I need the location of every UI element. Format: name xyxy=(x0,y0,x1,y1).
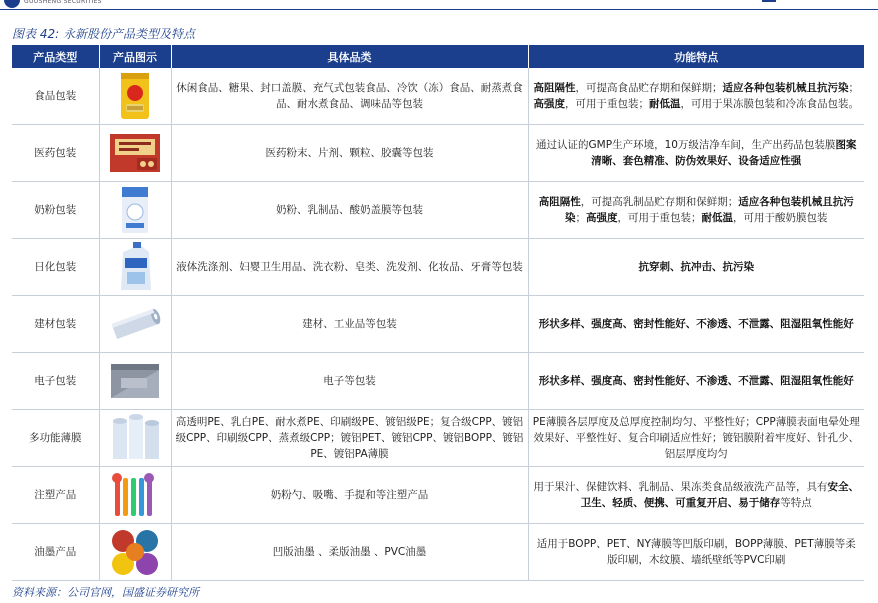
feature-text: ，可提高食品贮存期和保鲜期； xyxy=(575,82,723,94)
feature-text: 等特点 xyxy=(780,497,812,509)
antistatic-bag-icon xyxy=(107,356,163,406)
detergent-pouch-icon xyxy=(107,242,163,292)
table-row xyxy=(12,68,864,125)
feature-highlight: 形状多样、强度高、密封性能好、不渗透、不泄露、阻湿阻氧性能好 xyxy=(538,318,854,330)
features-cell xyxy=(528,353,864,410)
product-image-cell xyxy=(99,182,171,239)
corner-mark xyxy=(762,0,776,2)
categories-cell: 电子等包装 xyxy=(171,353,528,410)
product-image-cell xyxy=(99,410,171,467)
table-row xyxy=(12,353,864,410)
feature-highlight: 耐低温 xyxy=(649,98,681,110)
logo-icon xyxy=(4,0,20,8)
categories-cell: 凹版油墨 、柔版油墨 、PVC油墨 xyxy=(171,524,528,581)
feature-highlight: 抗穿刺、抗冲击、抗污染 xyxy=(638,261,754,273)
source-note: 资料来源：公司官网，国盛证券研究所 xyxy=(12,586,199,599)
features-cell xyxy=(528,125,864,182)
header-features: 功能特点 xyxy=(528,45,864,68)
table-row xyxy=(12,296,864,353)
feature-highlight: 安全、卫生、轻质、便携、可重复开启、易于储存 xyxy=(580,481,859,509)
header-product-image: 产品图示 xyxy=(99,45,171,68)
table-row xyxy=(12,524,864,581)
table-row xyxy=(12,410,864,467)
product-image-cell xyxy=(99,125,171,182)
feature-highlight: 形状多样、强度高、密封性能好、不渗透、不泄露、阻湿阻氧性能好 xyxy=(538,375,854,387)
product-type-cell: 日化包装 xyxy=(12,239,99,296)
medicine-box-icon xyxy=(107,128,163,178)
categories-cell: 医药粉末、片剂、颗粒、胶囊等包装 xyxy=(171,125,528,182)
feature-highlight: 适应各种包装机械且抗污染 xyxy=(565,196,854,224)
feature-text: ，可用于果冻膜包装和冷冻食品包装。 xyxy=(680,98,859,110)
feature-text: ，可提高乳制品贮存期和保鲜期； xyxy=(580,196,739,208)
features-cell xyxy=(528,68,864,125)
features-cell xyxy=(528,410,864,467)
feature-highlight: 适应各种包装机械且抗污染 xyxy=(722,82,849,94)
brand-text: GUOSHENG SECURITIES xyxy=(24,0,102,5)
ink-cans-icon xyxy=(107,527,163,577)
product-image-cell xyxy=(99,467,171,524)
product-image-cell xyxy=(99,68,171,125)
snack-bag-icon xyxy=(107,71,163,121)
feature-text: ，可用于酸奶膜包装 xyxy=(733,212,828,224)
product-type-cell: 建材包装 xyxy=(12,296,99,353)
feature-text: ，可用于重包装； xyxy=(617,212,702,224)
feature-highlight: 高阻隔性 xyxy=(533,82,576,94)
feature-text: 通过认证的GMP生产环境，10万级洁净车间，生产出药品包装膜 xyxy=(536,139,836,151)
feature-highlight: 图案清晰、套色精准、防伪效果好、设备适应性强 xyxy=(591,139,857,167)
product-image-cell xyxy=(99,296,171,353)
categories-cell: 液体洗涤剂、妇婴卫生用品、洗衣粉、皂类、洗发剂、化妆品、牙膏等包装 xyxy=(171,239,528,296)
header-product-type: 产品类型 xyxy=(12,45,99,68)
categories-cell: 奶粉、乳制品、酸奶盖膜等包装 xyxy=(171,182,528,239)
table-row xyxy=(12,125,864,182)
film-roll-icon xyxy=(107,299,163,349)
table-header-row xyxy=(12,45,864,68)
feature-text: PE薄膜各层厚度及总厚度控制均匀、平整性好；CPP薄膜表面电晕处理效果好、平整性好、复合印刷适应性好；镀铝膜附着牢度好、针孔少、铝层厚度均匀 xyxy=(532,416,860,460)
feature-text: 用于果汁、保健饮料、乳制品、果冻类食品级液洗产品等，具有 xyxy=(533,481,828,493)
table-row xyxy=(12,467,864,524)
product-image-cell xyxy=(99,524,171,581)
table-row xyxy=(12,182,864,239)
film-rolls-icon xyxy=(107,413,163,463)
product-type-cell: 食品包装 xyxy=(12,68,99,125)
product-type-cell: 奶粉包装 xyxy=(12,182,99,239)
spoons-icon xyxy=(107,470,163,520)
feature-highlight: 耐低温 xyxy=(701,212,733,224)
product-type-cell: 电子包装 xyxy=(12,353,99,410)
header-categories: 具体品类 xyxy=(171,45,528,68)
feature-text: ，可用于重包装； xyxy=(565,98,649,110)
figure-title: 图表 42: 永新股份产品类型及特点 xyxy=(12,27,195,41)
feature-highlight: 高阻隔性 xyxy=(538,196,581,208)
product-table xyxy=(12,45,864,581)
product-type-cell: 油墨产品 xyxy=(12,524,99,581)
header-rule xyxy=(0,9,878,10)
features-cell xyxy=(528,239,864,296)
product-type-cell: 多功能薄膜 xyxy=(12,410,99,467)
categories-cell: 休闲食品、糖果、封口盖膜、充气式包装食品、冷饮（冻）食品、耐蒸煮食品、耐水煮食品、调味品等包装 xyxy=(171,68,528,125)
features-cell xyxy=(528,467,864,524)
features-cell xyxy=(528,524,864,581)
feature-text: ； xyxy=(848,82,859,94)
product-image-cell xyxy=(99,239,171,296)
categories-cell: 建材、工业品等包装 xyxy=(171,296,528,353)
milk-powder-bag-icon xyxy=(107,185,163,235)
feature-text: ； xyxy=(575,212,586,224)
product-type-cell: 医药包装 xyxy=(12,125,99,182)
feature-highlight: 高强度 xyxy=(586,212,618,224)
features-cell xyxy=(528,182,864,239)
feature-highlight: 高强度 xyxy=(533,98,565,110)
product-image-cell xyxy=(99,353,171,410)
categories-cell: 高透明PE、乳白PE、耐水煮PE、印刷级PE、镀铝级PE；复合级CPP、镀铝级CPP、印刷级CPP、蒸煮级CPP；镀铝PET、镀铝CPP、镀铝BOPP、镀铝PE、镀铝PA薄膜 xyxy=(171,410,528,467)
features-cell xyxy=(528,296,864,353)
categories-cell: 奶粉勺、吸嘴、手提和等注塑产品 xyxy=(171,467,528,524)
table-row xyxy=(12,239,864,296)
product-type-cell: 注塑产品 xyxy=(12,467,99,524)
feature-text: 适用于BOPP、PET、NY薄膜等凹版印刷，BOPP薄膜、PET薄膜等柔版印刷，木纹膜、墙纸壁纸等PVC印刷 xyxy=(536,538,856,566)
